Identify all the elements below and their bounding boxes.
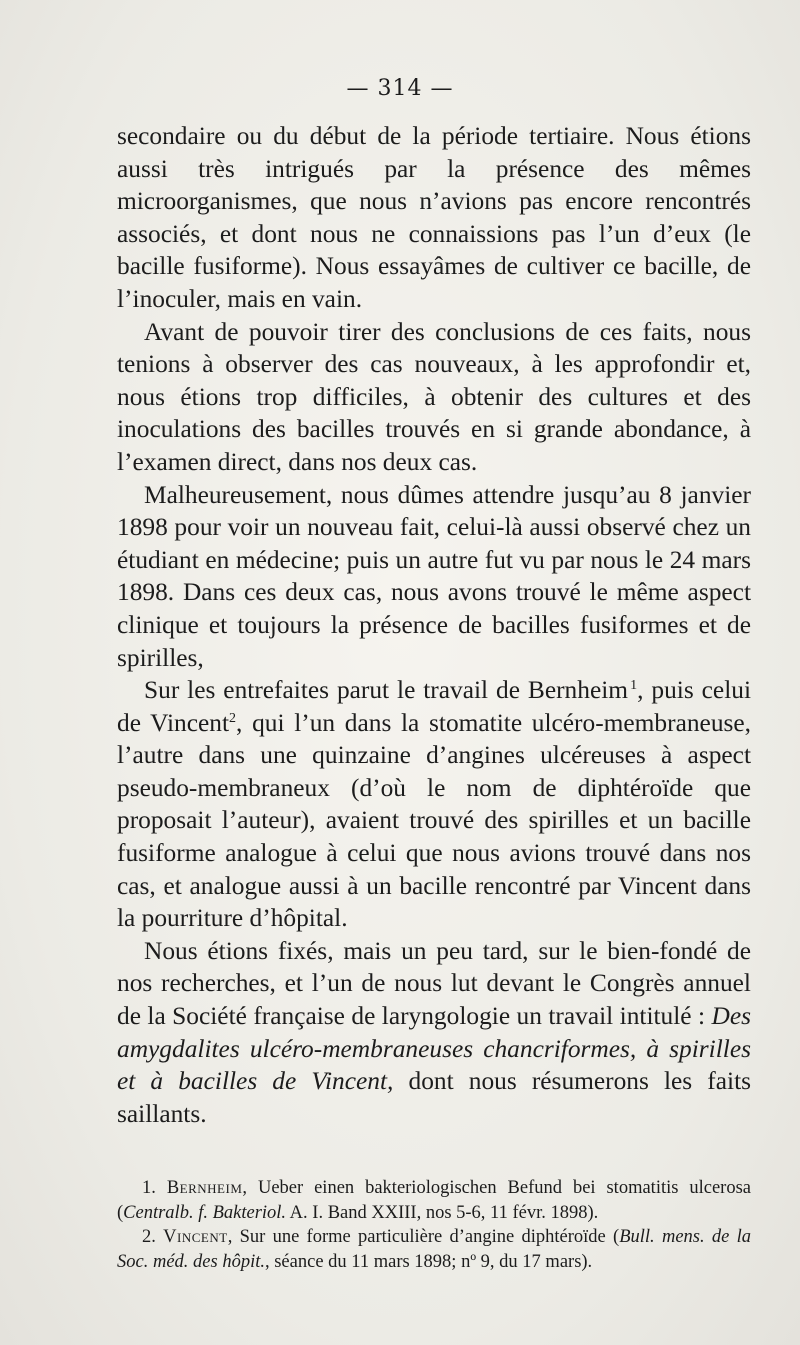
footnote-1-author: Bernheim bbox=[166, 1178, 243, 1198]
footnote-2-text-a: , Sur une forme particulière d’angine diphtéroïde ( bbox=[227, 1227, 620, 1247]
footnote-ref-1: 1 bbox=[630, 678, 638, 694]
paragraph-1: secondaire ou du début de la période tertiaire. Nous étions aussi très intrigués par la présence des mêmes microorganismes, que nous n’avions pas encore rencontrés associés, et dont nous ne connaissions pas l’un d’eux (le bacille fusiforme). Nous essayâmes de cultiver ce bacille, de l’inoculer, mais en vain. bbox=[117, 122, 751, 313]
footnote-2-journal: Bull. mens. de la Soc. méd. des hôpit. bbox=[117, 1227, 752, 1272]
footnote-2-author: Vincent bbox=[163, 1227, 228, 1247]
footnote-2 bbox=[117, 1225, 751, 1274]
cited-title: Des amygdalites ulcéro-membraneuses chancriformes, à spirilles et à bacilles de Vincent, bbox=[117, 1002, 751, 1096]
paragraph-4 bbox=[117, 674, 751, 935]
paragraph-5-text-a: Nous étions fixés, mais un peu tard, sur le bien-fondé de nos recherches, et l’un de nous lut devant le Congrès annuel de la Société française de laryngologie un travail intitulé : bbox=[117, 936, 751, 1031]
paragraph-5-text-b: dont nous résumerons les faits saillants. bbox=[117, 1067, 752, 1128]
footnote-1-text-b: A. I. Band XXIII, nos 5-6, 11 févr. 1898). bbox=[286, 1202, 599, 1223]
paragraph-5 bbox=[117, 935, 751, 1131]
footnote-ref-2: 2 bbox=[229, 710, 237, 726]
paragraph-4-text-b: , puis celui de Vincent bbox=[117, 676, 751, 737]
paragraph-2: Avant de pouvoir tirer des conclusions de ces faits, nous tenions à observer des cas nouveaux, à les approfondir et, nous étions trop difficiles, à obtenir des cultures et des inoculations des bacilles trouvés en si grande abondance, à l’examen direct, dans nos deux cas. bbox=[117, 317, 751, 476]
footnote-1-text-a: , Ueber einen bakteriologischen Befund bei stomatitis ulcerosa ( bbox=[117, 1178, 752, 1223]
footnote-1 bbox=[117, 1176, 751, 1225]
body-text bbox=[117, 120, 751, 1130]
paragraph-4-text-c: , qui l’un dans la stomatite ulcéro-membraneuse, l’autre dans une quinzaine d’angines ulcéreuses à aspect pseudo-membraneux (d’où le nom de diphtéroïde que proposait l’auteur), avaient trouvé des spirilles et un bacille fusiforme analogue à celui que nous avions trouvé dans nos cas, et analogue aussi à un bacille rencontré par Vincent dans la pourriture d’hôpital. bbox=[117, 708, 752, 933]
page-number: — 314 — bbox=[346, 76, 454, 101]
footnote-1-journal: Centralb. f. Bakteriol. bbox=[123, 1202, 287, 1223]
paragraph-3: Malheureusement, nous dûmes attendre jusqu’au 8 janvier 1898 pour voir un nouveau fait, celui-là aussi observé chez un étudiant en médecine; puis un autre fut vu par nous le 24 mars 1898. Dans ces deux cas, nous avons trouvé le même aspect clinique et toujours la présence de bacilles fusiformes et de spirilles, bbox=[117, 480, 751, 672]
footnote-2-text-b: , séance du 11 mars 1898; nº 9, du 17 mars). bbox=[264, 1251, 593, 1272]
footnote-1-number: 1. bbox=[142, 1178, 156, 1198]
paragraph-4-text-a: Sur les entrefaites parut le travail de Bernheim bbox=[144, 676, 629, 705]
footnotes bbox=[117, 1176, 751, 1274]
footnote-2-number: 2. bbox=[142, 1227, 156, 1247]
